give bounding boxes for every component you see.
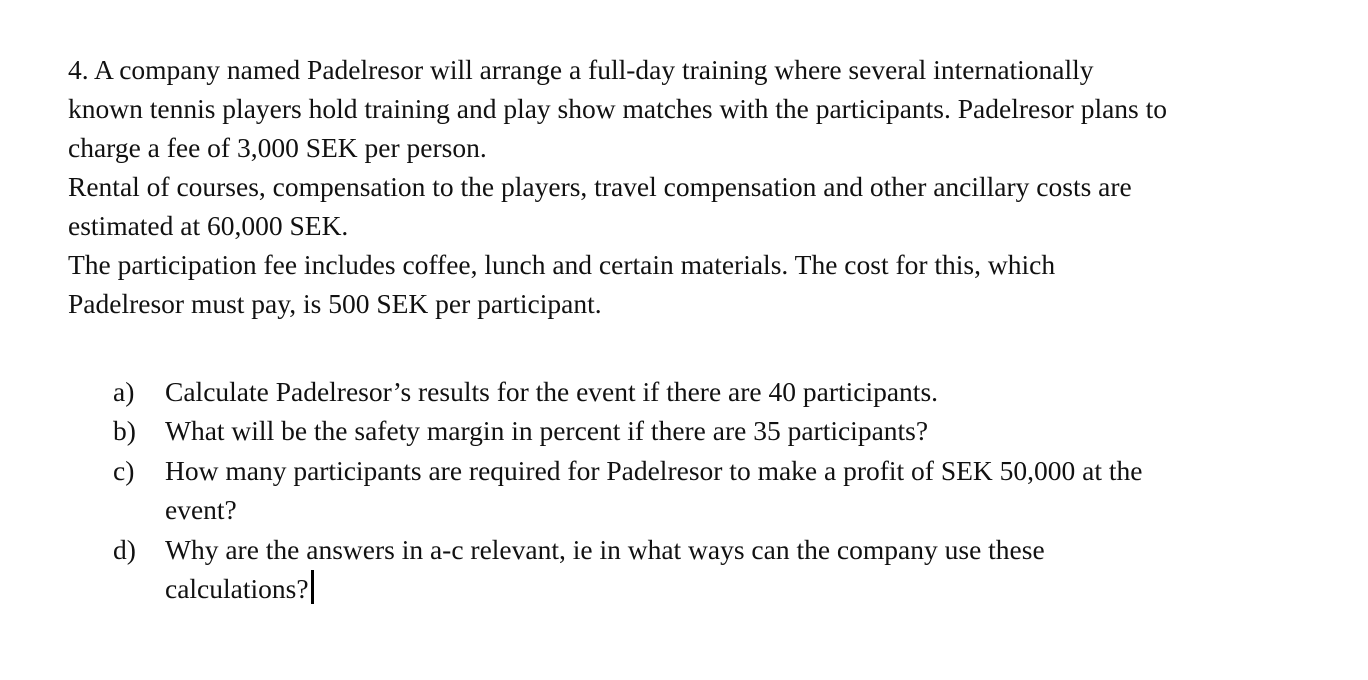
- question-text: calculations?: [165, 573, 309, 604]
- question-list: [68, 372, 1308, 608]
- question-text: How many participants are required for Padelresor to make a profit of SEK 50,000 at the: [165, 455, 1143, 486]
- text-line: Padelresor must pay, is 500 SEK per participant.: [68, 288, 602, 319]
- text-line: 4. A company named Padelresor will arrange a full-day training where several internationally: [68, 54, 1094, 85]
- list-marker: a): [113, 376, 135, 407]
- list-marker: d): [113, 534, 136, 565]
- question-item-c: [68, 451, 1308, 529]
- text-line: Rental of courses, compensation to the players, travel compensation and other ancillary costs are: [68, 171, 1132, 202]
- fee-paragraph: [68, 245, 1308, 323]
- document-body: [68, 50, 1308, 608]
- list-marker: b): [113, 415, 136, 446]
- text-line: The participation fee includes coffee, lunch and certain materials. The cost for this, which: [68, 249, 1056, 280]
- text-cursor: [311, 570, 314, 604]
- text-line: known tennis players hold training and play show matches with the participants. Padelresor plans to: [68, 93, 1168, 124]
- question-text-last: [165, 569, 1308, 608]
- question-text: Why are the answers in a-c relevant, ie in what ways can the company use these: [165, 534, 1045, 565]
- text-line: charge a fee of 3,000 SEK per person.: [68, 132, 487, 163]
- list-marker: c): [113, 455, 135, 486]
- question-item-b: [68, 411, 1308, 450]
- question-text: event?: [165, 494, 237, 525]
- question-text: Calculate Padelresor’s results for the event if there are 40 participants.: [165, 376, 939, 407]
- text-line: estimated at 60,000 SEK.: [68, 210, 349, 241]
- intro-paragraph: [68, 50, 1308, 167]
- question-item-d: [68, 530, 1308, 608]
- question-item-a: [68, 372, 1308, 411]
- costs-paragraph: [68, 167, 1308, 245]
- question-text: What will be the safety margin in percent if there are 35 participants?: [165, 415, 929, 446]
